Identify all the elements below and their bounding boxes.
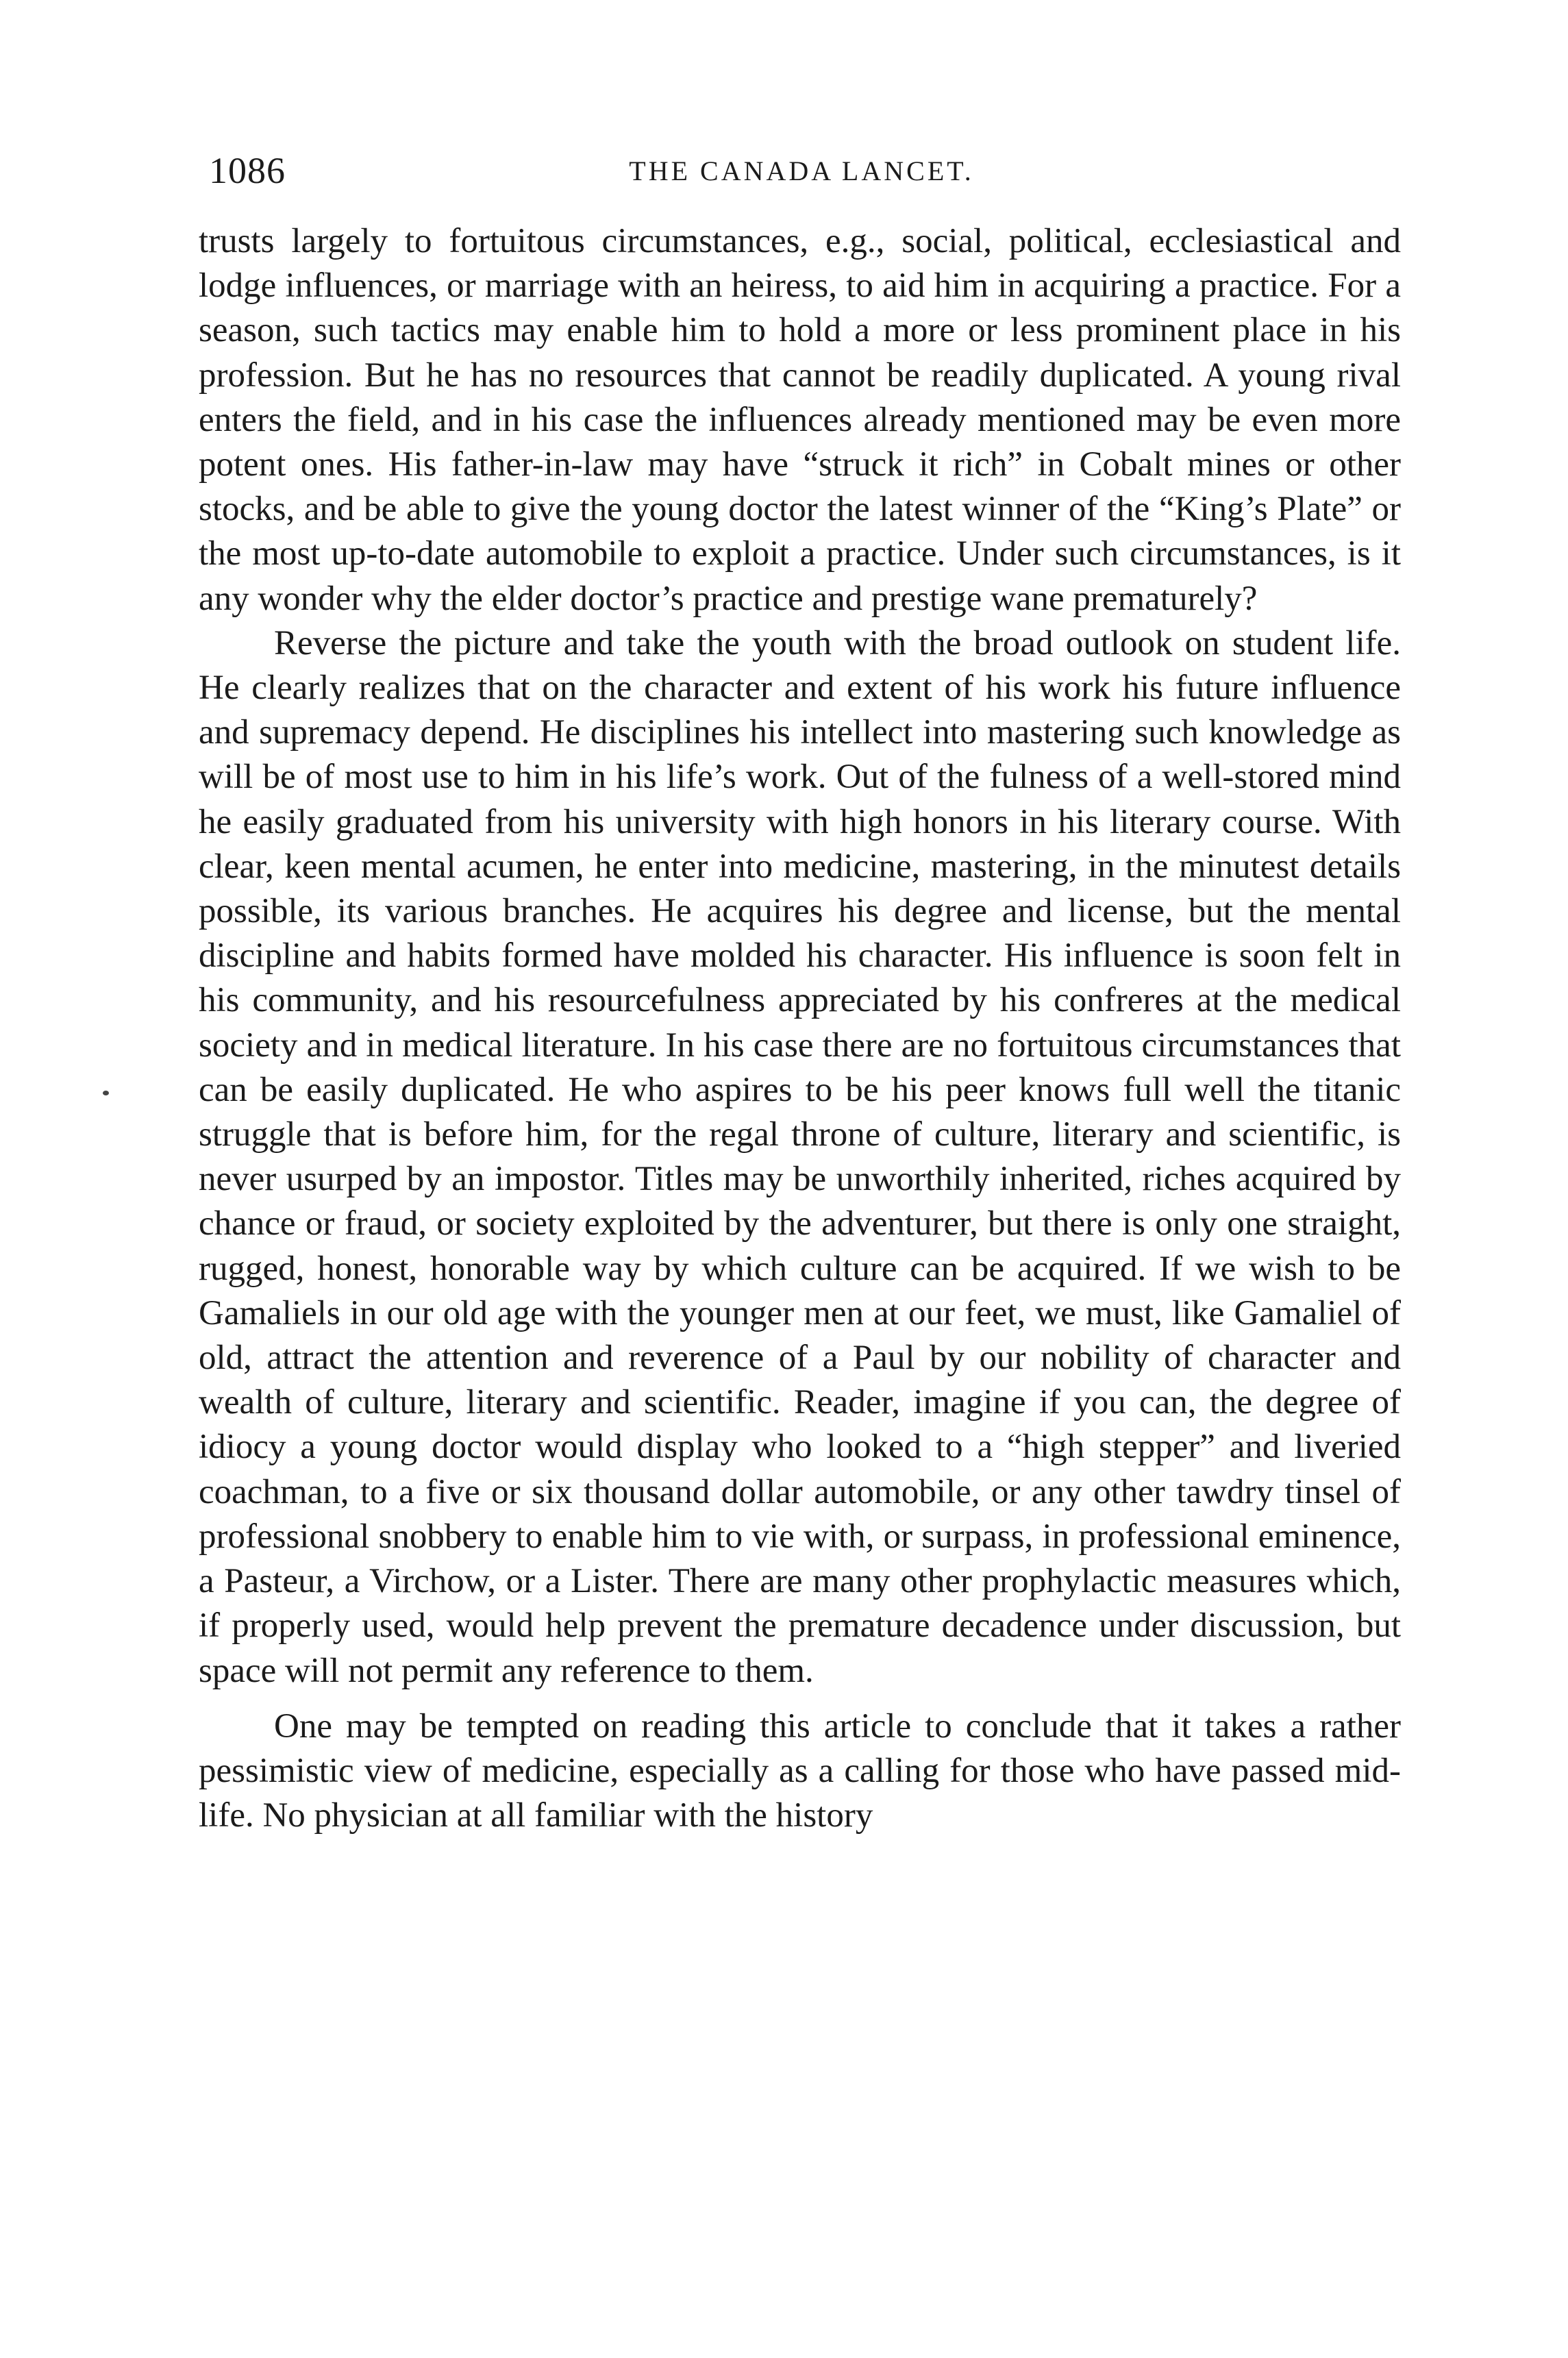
running-title: THE CANADA LANCET. [629,156,974,186]
page-number: 1086 [209,150,286,191]
page-header [209,149,1394,197]
paragraph-reverse-the-picture: Reverse the picture and take the youth with the broad outlook on student life. He clearly realizes that on the character and extent of his work his future influence and supremacy depend. He disciplines his intellect into mastering such knowledge as will be of most use to him in his life’s work. Out of the fulness of a well-stored mind he easily graduated from his university with high honors in his literary course. With clear, keen mental acumen, he enter into medicine, mastering, in the minutest details possible, its various branches. He acquires his degree and license, but the mental discipline and habits formed have molded his character. His influence is soon felt in his community, and his resourcefulness appreciated by his confreres at the medical society and in medical literature. In his case there are no fortuitous circumstances that can be easily duplicated. He who aspires to be his peer knows full well the titanic struggle that is before him, for the regal throne of culture, literary and scientific, is never usurped by an impostor. Titles may be unworthily inherited, riches acquired by chance or fraud, or society exploited by the adventurer, but there is only one straight, rugged, honest, honorable way by which culture can be acquired. If we wish to be Gamaliels in our old age with the younger men at our feet, we must, like Gamaliel of old, attract the attention and reverence of a Paul by our nobility of character and wealth of culture, literary and scientific. Reader, imagine if you can, the degree of idiocy a young doctor would display who looked to a “high stepper” and liveried coachman, to a five or six thousand dollar automobile, or any other tawdry tinsel of professional snobbery to enable him to vie with, or surpass, in professional eminence, a Pasteur, a Virchow, or a Lister. There are many other prophylactic measures which, if properly used, would help prevent the premature decadence under discussion, but space will not permit any reference to them. [199,623,1401,1690]
paragraph-one-may-be-tempted: One may be tempted on reading this article to conclude that it takes a rather pessimistic view of medicine, especially as a calling for those who have passed mid-life. No physician at all familiar with the history [199,1707,1401,1835]
margin-mark [103,1091,109,1095]
paragraph-continued: trusts largely to fortuitous circumstances, e.g., social, political, ecclesiastical and lodge influences, or marriage with an heiress, to aid him in acquiring a practice. For a season, such tactics may enable him to hold a more or less prominent place in his profession. But he has no resources that cannot be readily duplicated. A young rival enters the field, and in his case the influences already mentioned may be even more potent ones. His father-in-law may have “struck it rich” in Cobalt mines or other stocks, and be able to give the young doctor the latest winner of the “King’s Plate” or the most up-to-date automobile to exploit a practice. Under such circumstances, is it any wonder why the elder doctor’s practice and prestige wane prematurely? [199,222,1401,618]
article-body [199,219,1401,1838]
